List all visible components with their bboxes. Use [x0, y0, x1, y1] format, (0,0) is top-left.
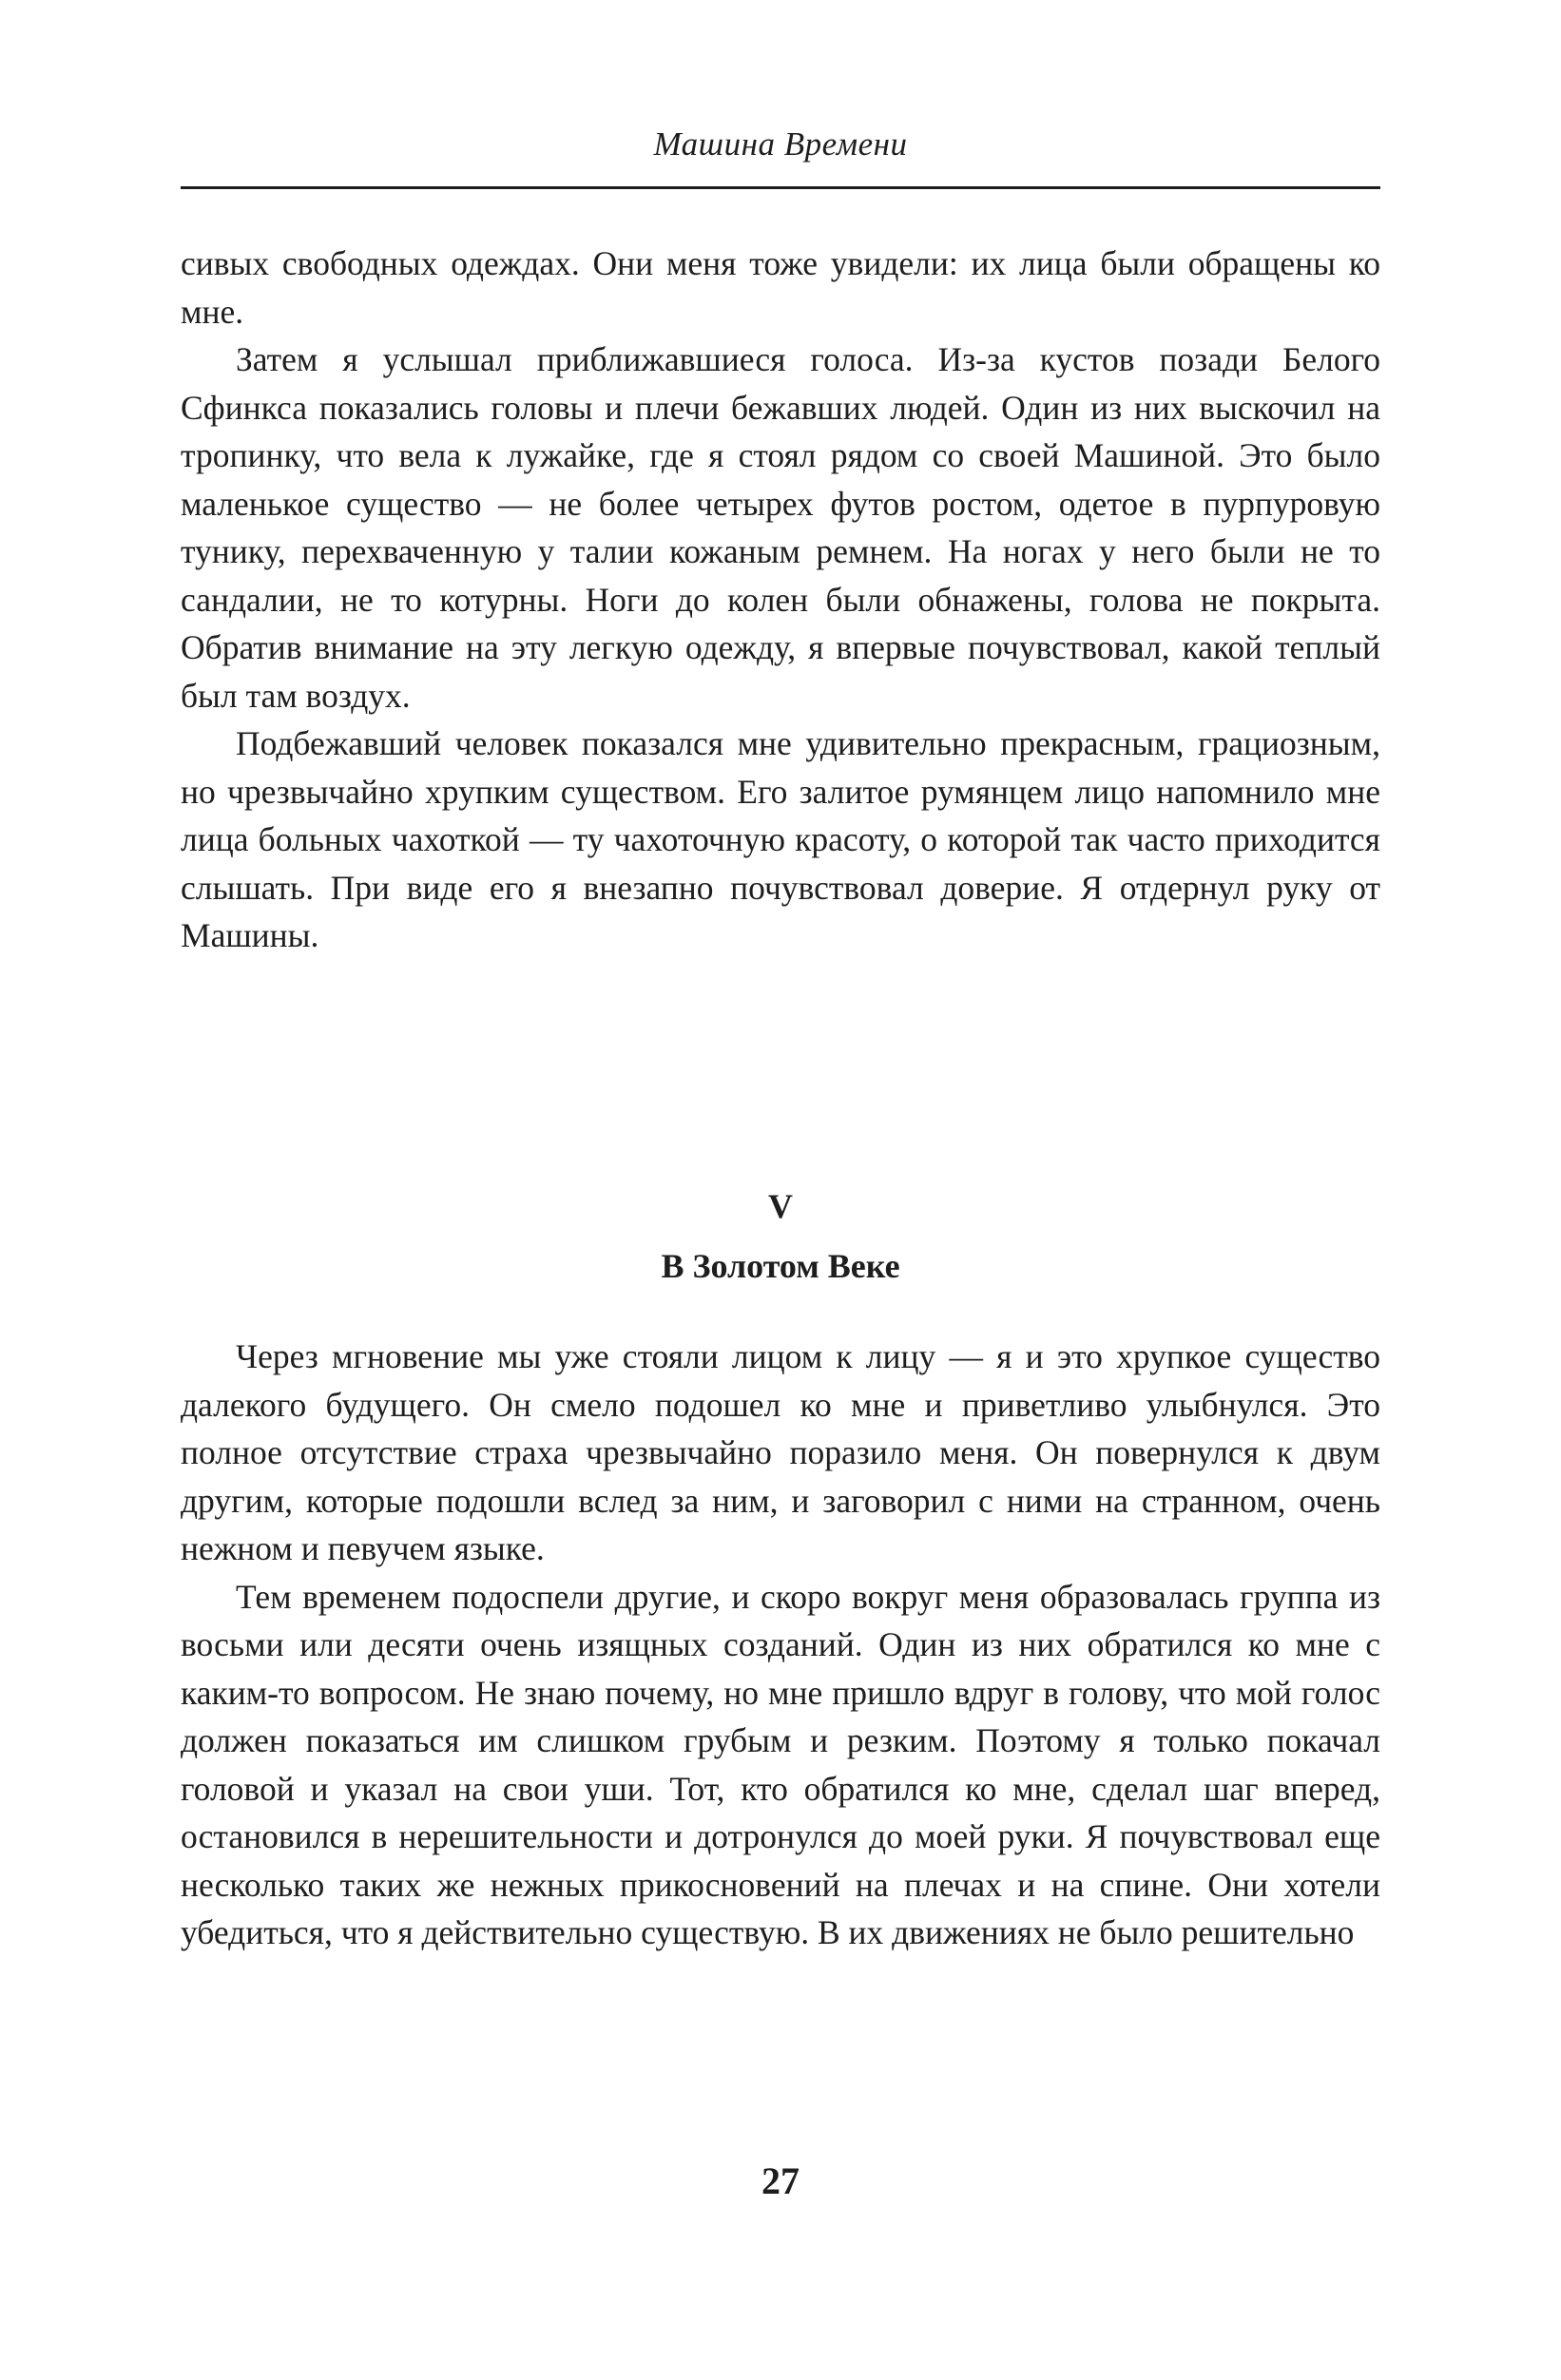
- paragraph: Подбежавший человек показался мне удивительно прекрасным, грациозным, но чрезвычайно хрупким существом. Его залитое румянцем лицо напомнило мне лица больных чахоткой — ту чахоточную красоту, о которой так часто приходится слышать. При виде его я внезапно почувствовал доверие. Я отдернул руку от Машины.: [181, 724, 1380, 954]
- text-block-bottom: [181, 1333, 1380, 1957]
- paragraph: Тем временем подоспели другие, и скоро вокруг меня образовалась группа из восьми или десяти очень изящных созданий. Один из них обратился ко мне с каким-то вопросом. Не знаю почему, но мне пришло вдруг в голову, что мой голос должен показаться им слишком грубым и резким. Поэтому я только покачал головой и указал на свои уши. Тот, кто обратился ко мне, сделал шаг вперед, остановился в нерешительности и дотронулся до моей руки. Я почувствовал еще несколько таких же нежных прикосновений на плечах и на спине. Они хотели убедиться, что я действительно существую. В их движениях не было решительно: [181, 1577, 1380, 1951]
- paragraph: Через мгновение мы уже стояли лицом к лицу — я и это хрупкое существо далекого будущего. Он смело подошел ко мне и приветливо улыбнулся. Это полное отсутствие страха чрезвычайно поразило меня. Он повернулся к двум другим, которые подошли вслед за ним, и заговорил с ними на странном, очень нежном и певучем языке.: [181, 1337, 1380, 1567]
- text-block-top: [181, 240, 1380, 960]
- chapter-title: В Золотом Веке: [661, 1247, 900, 1285]
- page-number: 27: [761, 2159, 800, 2202]
- paragraph: Затем я услышал приближавшиеся голоса. Из-за кустов позади Белого Сфинкса показались головы и плечи бежавших людей. Один из них выскочил на тропинку, что вела к лужайке, где я стоял рядом со своей Машиной. Это было маленькое существо — не более четырех футов ростом, одетое в пурпуровую тунику, перехваченную у талии кожаным ремнем. На ногах у него были не то сандалии, не то котурны. Ноги до колен были обнажены, голова не покрыта. Обратив внимание на эту легкую одежду, я впервые почувствовал, какой теплый был там воздух.: [181, 340, 1380, 715]
- chapter-number: V: [768, 1187, 793, 1225]
- running-head: Машина Времени: [653, 125, 908, 163]
- paragraph-continued: сивых свободных одеждах. Они меня тоже увидели: их лица были обращены ко мне.: [181, 244, 1380, 331]
- header-rule: [181, 186, 1380, 189]
